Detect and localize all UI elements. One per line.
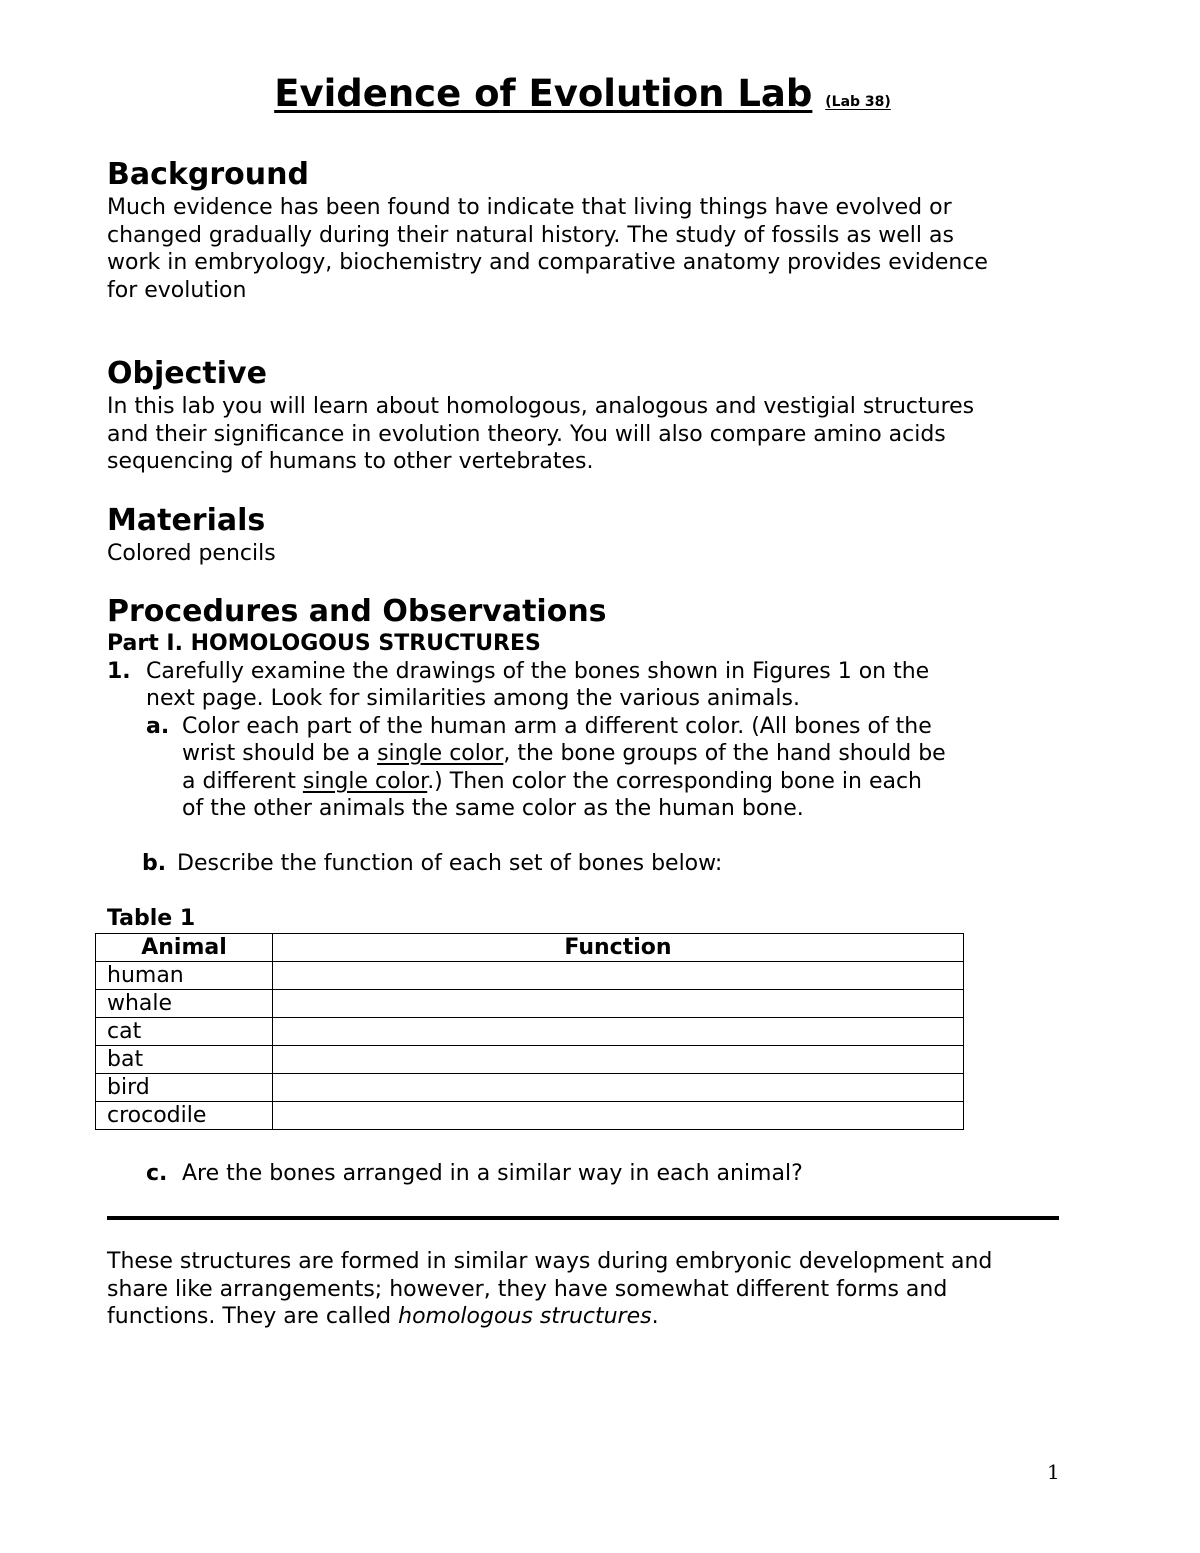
table-row bbox=[96, 1102, 964, 1130]
function-answer-cell[interactable] bbox=[273, 990, 964, 1018]
background-line: work in embryology, biochemistry and comparative anatomy provides evidence bbox=[107, 250, 988, 275]
animal-cell: bird bbox=[96, 1074, 273, 1102]
animal-cell: whale bbox=[96, 990, 273, 1018]
procedures-heading: Procedures and Observations bbox=[107, 594, 607, 629]
page-number: 1 bbox=[1047, 1460, 1060, 1484]
background-line: Much evidence has been found to indicate that living things have evolved or bbox=[107, 195, 952, 220]
background-heading: Background bbox=[107, 157, 309, 192]
step-a-text: Color each part of the human arm a different color. (All bones of the wrist should be a single color, the bone groups of the hand should be a different single color.) Then color the corresponding bone in each of the other animals the same color as the human bone. bbox=[182, 714, 946, 821]
column-header-function: Function bbox=[273, 934, 964, 962]
page-title bbox=[0, 72, 1165, 124]
step-b-text: Describe the function of each set of bones below: bbox=[177, 851, 723, 876]
background-text bbox=[107, 194, 1067, 304]
step-c-text: Are the bones arranged in a similar way in each animal? bbox=[182, 1161, 803, 1186]
column-header-animal: Animal bbox=[96, 934, 273, 962]
function-answer-cell[interactable] bbox=[273, 1074, 964, 1102]
answer-line[interactable] bbox=[107, 1216, 1059, 1220]
objective-line: In this lab you will learn about homologous, analogous and vestigial structures bbox=[107, 394, 975, 419]
materials-text: Colored pencils bbox=[107, 541, 276, 566]
step-b-label: b. bbox=[142, 851, 167, 876]
table-row bbox=[96, 962, 964, 990]
table-header-row bbox=[96, 934, 964, 962]
background-line: for evolution bbox=[107, 277, 247, 303]
animal-cell: crocodile bbox=[96, 1102, 273, 1130]
function-answer-cell[interactable] bbox=[273, 962, 964, 990]
step-1-number: 1. bbox=[107, 659, 131, 684]
background-line: changed gradually during their natural history. The study of fossils as well as bbox=[107, 222, 954, 248]
step-c-label: c. bbox=[146, 1161, 168, 1186]
title-main: Evidence of Evolution Lab bbox=[274, 72, 813, 115]
conclusion-text: These structures are formed in similar ways during embryonic development and share like arrangements; however, they have somewhat different forms and functions. They are called homologous structures. bbox=[107, 1249, 993, 1329]
step-a-label: a. bbox=[146, 714, 170, 739]
table-row bbox=[96, 1046, 964, 1074]
animal-cell: bat bbox=[96, 1046, 273, 1074]
objective-heading: Objective bbox=[107, 356, 267, 391]
function-answer-cell[interactable] bbox=[273, 1046, 964, 1074]
materials-heading: Materials bbox=[107, 503, 266, 538]
table-row bbox=[96, 1018, 964, 1046]
bones-function-table bbox=[95, 933, 964, 1130]
objective-line: and their significance in evolution theory. You will also compare amino acids bbox=[107, 421, 946, 447]
objective-line: sequencing of humans to other vertebrates. bbox=[107, 449, 594, 474]
table-caption: Table 1 bbox=[107, 906, 196, 931]
table-row bbox=[96, 1074, 964, 1102]
function-answer-cell[interactable] bbox=[273, 1102, 964, 1130]
title-lab-number: (Lab 38) bbox=[825, 94, 891, 110]
table-row bbox=[96, 990, 964, 1018]
objective-text bbox=[107, 393, 1067, 476]
animal-cell: cat bbox=[96, 1018, 273, 1046]
step-1-text: Carefully examine the drawings of the bones shown in Figures 1 on the next page. Look for similarities among the various animals. bbox=[146, 659, 930, 712]
homologous-term: homologous structures bbox=[398, 1304, 652, 1329]
part-one-heading: Part I. HOMOLOGOUS STRUCTURES bbox=[107, 631, 541, 656]
animal-cell: human bbox=[96, 962, 273, 990]
function-answer-cell[interactable] bbox=[273, 1018, 964, 1046]
